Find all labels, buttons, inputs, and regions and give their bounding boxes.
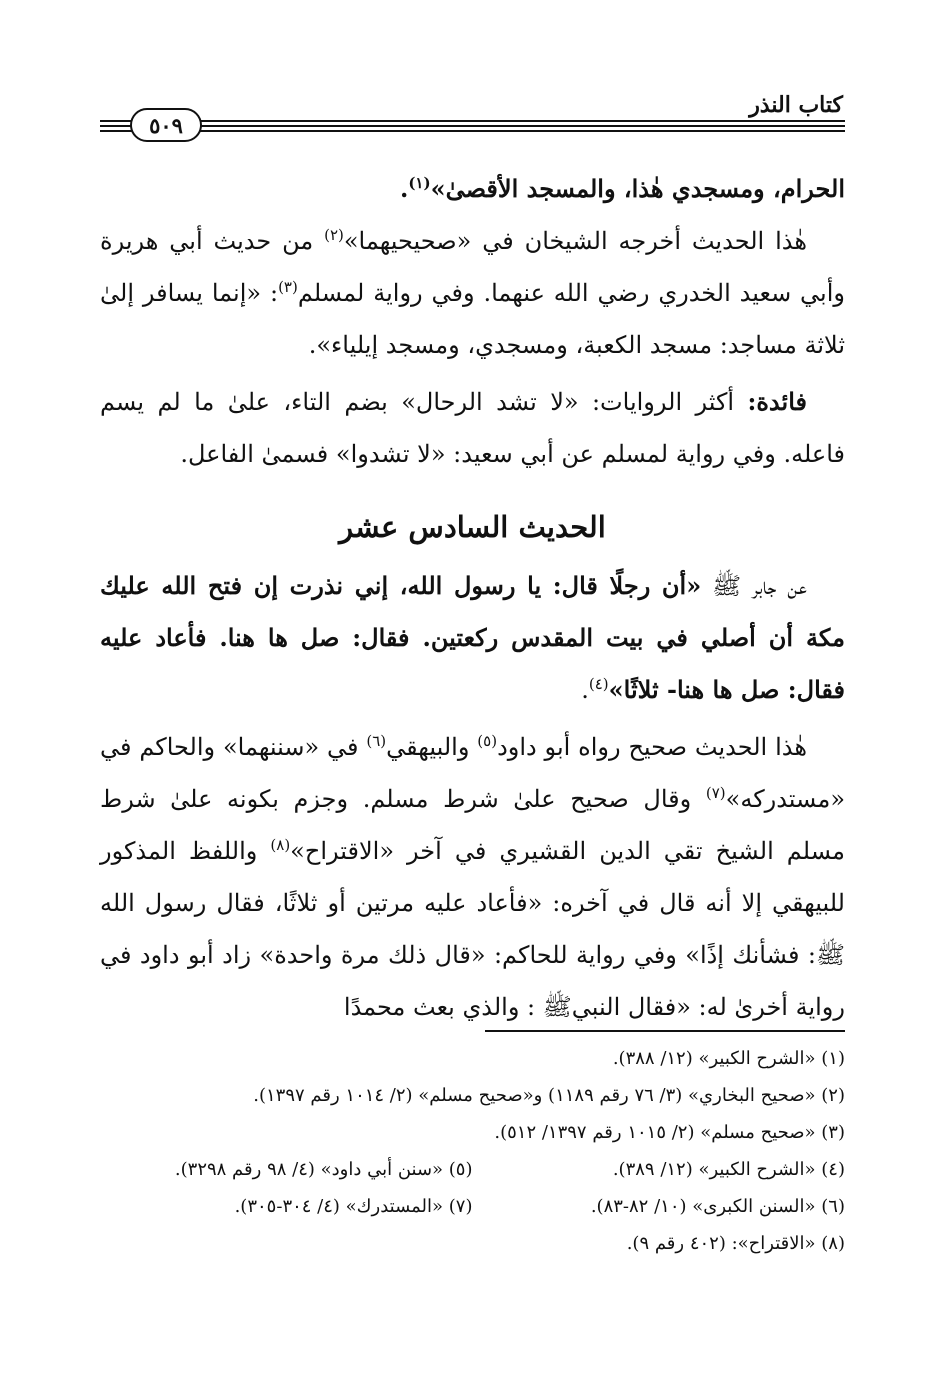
paragraph-text: في «سننهما» والحاكم في «مستدركه» [100, 733, 845, 813]
footnote-separator [485, 1030, 845, 1032]
paragraph-text: الحرام، ومسجدي هٰذا، والمسجد الأقصىٰ» [430, 174, 845, 203]
footnote-2: (٢) «صحيح البخاري» (٣/ ٧٦ رقم ١١٨٩) و«صحيح مسلم» (٢/ ١٠١٤ رقم ١٣٩٧). [253, 1085, 845, 1106]
header-rule [100, 130, 845, 132]
footnote-6: (٦) «السنن الكبرى» (١٠/ ٨٢-٨٣). [590, 1196, 845, 1217]
paragraph-end: . [399, 174, 409, 203]
footnote-ref: (١) [408, 174, 431, 192]
paragraph-text: من حديث أبي هريرة وأبي سعيد الخدري رضي الله عنهما. وفي رواية لمسلم [100, 227, 845, 307]
paragraph-faida [100, 376, 845, 480]
footnote-3: (٣) «صحيح مسلم» (٢/ ١٠١٥ رقم ١٣٩٧/ ٥١٢). [494, 1122, 845, 1143]
main-text [100, 163, 845, 1033]
header-rule [100, 125, 845, 127]
paragraph-text: وقال صحيح علىٰ شرط مسلم. وجزم بكونه علىٰ شرط مسلم الشيخ تقي الدين القشيري في آخر «الاقتراح» [100, 785, 845, 865]
page-number: ٥٠٩ [130, 108, 202, 142]
footnote-ref: (٧) [705, 784, 726, 802]
paragraph-text: أكثر الروايات: «لا تشد الرحال» بضم التاء، علىٰ ما لم يسم فاعله. وفي رواية لمسلم عن أبي سعيد: «لا تشدوا» فسمىٰ الفاعل. [100, 388, 845, 468]
paragraph-commentary [100, 721, 845, 1033]
paragraph-hadith [100, 560, 845, 716]
paragraph-text: والبيهقي [386, 733, 478, 761]
section-heading: الحديث السادس عشر [339, 510, 606, 544]
paragraph-continuation [100, 163, 845, 215]
footnote-ref: (٨) [270, 836, 291, 854]
faida-label: فائدة: [747, 387, 807, 416]
footnotes [100, 1040, 845, 1262]
footnote-8: (٨) «الاقتراح»: (٤٠٢ رقم ٩). [626, 1233, 845, 1254]
footnote-5: (٥) «سنن أبي داود» (٤/ ٩٨ رقم ٣٢٩٨). [174, 1159, 473, 1180]
footnote-ref: (٦) [366, 732, 387, 750]
header-rule [100, 120, 845, 122]
hadith-text: «أن رجلًا قال: يا رسول الله، إني نذرت إن فتح الله عليك مكة أن أصلي في بيت المقدس ركعتين. فقال: صل ها هنا. فأعاد عليه فقال: صل ها هنا- ثلاثًا» [100, 571, 845, 704]
paragraph-text: عن جابر ﷺ [701, 572, 808, 600]
footnote-row [100, 1151, 845, 1188]
footnote-ref: (٥) [477, 732, 498, 750]
paragraph-text: : «إنما يسافر إلىٰ ثلاثة مساجد: مسجد الكعبة، ومسجدي، ومسجد إيلياء». [100, 279, 845, 359]
paragraph-takhrij [100, 215, 845, 371]
footnote-7: (٧) «المستدرك» (٤/ ٣٠٤-٣٠٥). [234, 1196, 473, 1217]
footnote-1: (١) «الشرح الكبير» (١٢/ ٣٨٨). [612, 1048, 845, 1069]
paragraph-text: هٰذا الحديث أخرجه الشيخان في «صحيحيهما» [343, 227, 807, 255]
paragraph-end: . [581, 676, 589, 704]
running-title: كتاب النذر [749, 92, 843, 118]
paragraph-text: واللفظ المذكور للبيهقي إلا أنه قال في آخره: «فأعاد عليه مرتين أو ثلاثًا، فقال رسول الله ﷺ: فشأنك إذًا» وفي رواية للحاكم: «قال ذلك مرة واحدة» زاد أبو داود في رواية أخرىٰ له: «فقال النبيﷺ : والذي بعث محمدًا [100, 837, 846, 1021]
footnote-ref: (٤) [588, 675, 609, 693]
footnote-ref: (٢) [324, 226, 344, 244]
paragraph-text: هٰذا الحديث صحيح رواه أبو داود [497, 733, 807, 761]
footnote-ref: (٣) [278, 278, 298, 296]
footnote-4: (٤) «الشرح الكبير» (١٢/ ٣٨٩). [612, 1159, 845, 1180]
page-header [100, 92, 845, 142]
footnote-row [100, 1188, 845, 1225]
